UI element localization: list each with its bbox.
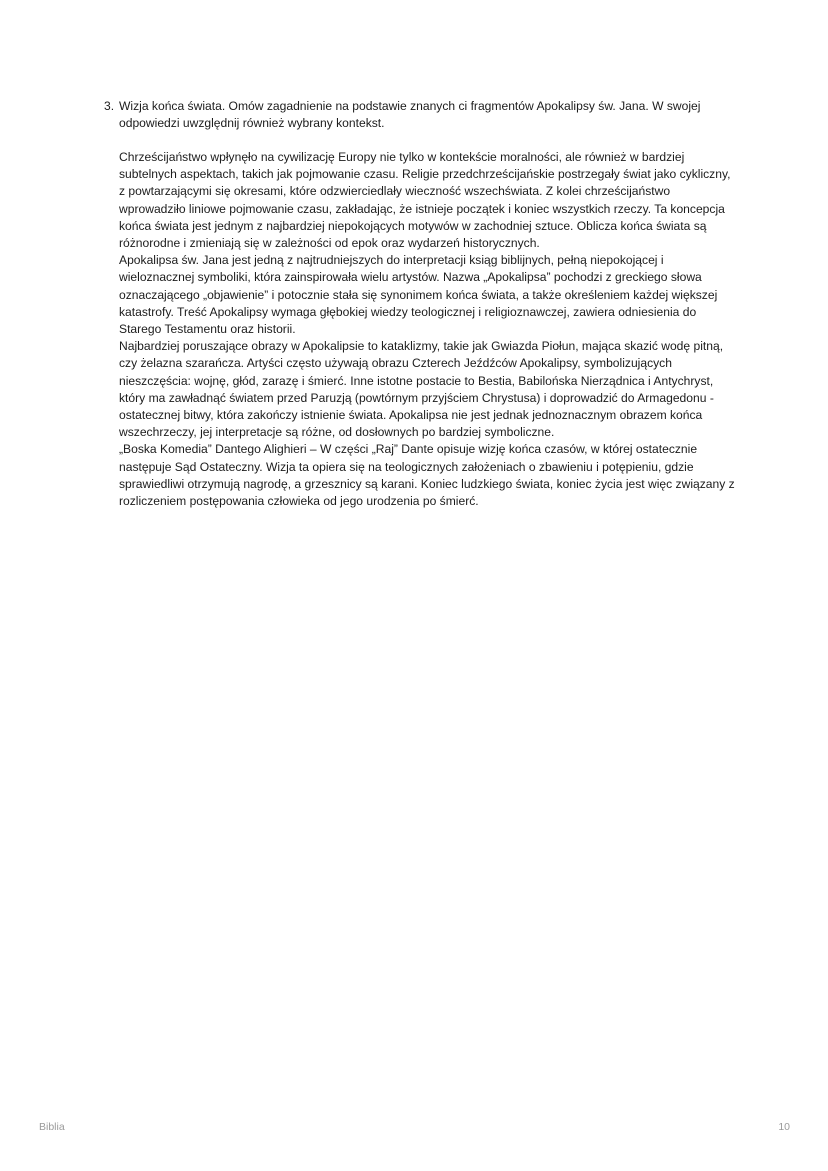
paragraph-intro <box>119 149 759 252</box>
text-line: rozliczeniem postępowania człowieka od jego urodzenia po śmierć. <box>119 494 479 509</box>
text-line: subtelnych aspektach, takich jak pojmowanie czasu. Religie przedchrześcijańskie postrzegały świat jako cykliczny, <box>119 167 731 182</box>
text-line: końca świata jest jednym z najbardziej niepokojących motywów w zachodniej sztuce. Oblicza końca świata są <box>119 218 707 233</box>
question-line: Wizja końca świata. Omów zagadnienie na podstawie znanych ci fragmentów Apokalipsy św. Jana. W swojej <box>119 99 701 113</box>
answer-body <box>119 149 759 510</box>
text-line: wprowadziło liniowe pojmowanie czasu, zakładając, że istnieje początek i koniec wszystkich rzeczy. Ta koncepcja <box>119 201 725 216</box>
paragraph-context-dante <box>119 441 759 510</box>
paragraph-apocalypse <box>119 252 759 338</box>
text-line: wieloznacznej symboliki, która zainspirowała wielu artystów. Nazwa „Apokalipsa” pochodzi z greckiego słowa <box>119 270 702 285</box>
text-line: nieszczęścia: wojnę, głód, zarazę i śmierć. Inne istotne postacie to Bestia, Babilońska Nierządnica i Antychryst, <box>119 373 714 388</box>
footer-document-title: Biblia <box>39 1121 65 1133</box>
text-line: następuje Sąd Ostateczny. Wizja ta opiera się na teologicznych założeniach o zbawieniu i potępieniu, gdzie <box>119 459 694 474</box>
text-line: Najbardziej poruszające obrazy w Apokalipsie to kataklizmy, takie jak Gwiazda Piołun, mająca skazić wodę pitną, <box>119 339 724 354</box>
text-line: ostatecznej bitwy, która zakończy istnienie świata. Apokalipsa nie jest jednak jednoznacznym obrazem końca <box>119 408 703 423</box>
text-line: Apokalipsa św. Jana jest jedną z najtrudniejszych do interpretacji ksiąg biblijnych, pełną niepokojącej i <box>119 253 664 268</box>
text-line: wszechrzeczy, jej interpretacje są różne, od dosłownych po bardziej symboliczne. <box>119 425 555 440</box>
paragraph-imagery <box>119 338 759 441</box>
text-line: czy żelazna szarańcza. Artyści często używają obrazu Czterech Jeźdźców Apokalipsy, symbolizujących <box>119 356 672 371</box>
text-line: z powtarzającymi się okresami, które odzwierciedlały wieczność wszechświata. Z kolei chrześcijaństwo <box>119 184 671 199</box>
text-line: różnorodne i zmieniają się w zależności od epok oraz wydarzeń historycznych. <box>119 236 540 251</box>
text-line: „Boska Komedia” Dantego Alighieri – W części „Raj” Dante opisuje wizję końca czasów, w której ostatecznie <box>119 442 698 457</box>
text-line: katastrofy. Treść Apokalipsy wymaga głębokiej wiedzy teologicznej i religioznawczej, zawiera odniesienia do <box>119 304 697 319</box>
text-line: który ma zawładnąć światem przed Paruzją (powtórnym przyjściem Chrystusa) i doprowadzić do Armagedonu - <box>119 390 714 405</box>
question-item <box>104 98 744 132</box>
text-line: Starego Testamentu oraz historii. <box>119 322 296 337</box>
text-line: Chrześcijaństwo wpłynęło na cywilizację Europy nie tylko w kontekście moralności, ale również w bardziej <box>119 150 685 164</box>
text-line: sprawiedliwi otrzymują nagrodę, a grzesznicy są karani. Koniec ludzkiego świata, koniec życia jest więc związany z <box>119 476 735 491</box>
question-line: odpowiedzi uwzględnij również wybrany kontekst. <box>119 116 385 131</box>
question-number: 3. <box>104 99 115 113</box>
question-text <box>119 98 744 132</box>
text-line: oznaczającego „objawienie” i potocznie stała się synonimem końca świata, a także określeniem każdej większej <box>119 287 718 302</box>
footer-page-number: 10 <box>778 1121 790 1133</box>
